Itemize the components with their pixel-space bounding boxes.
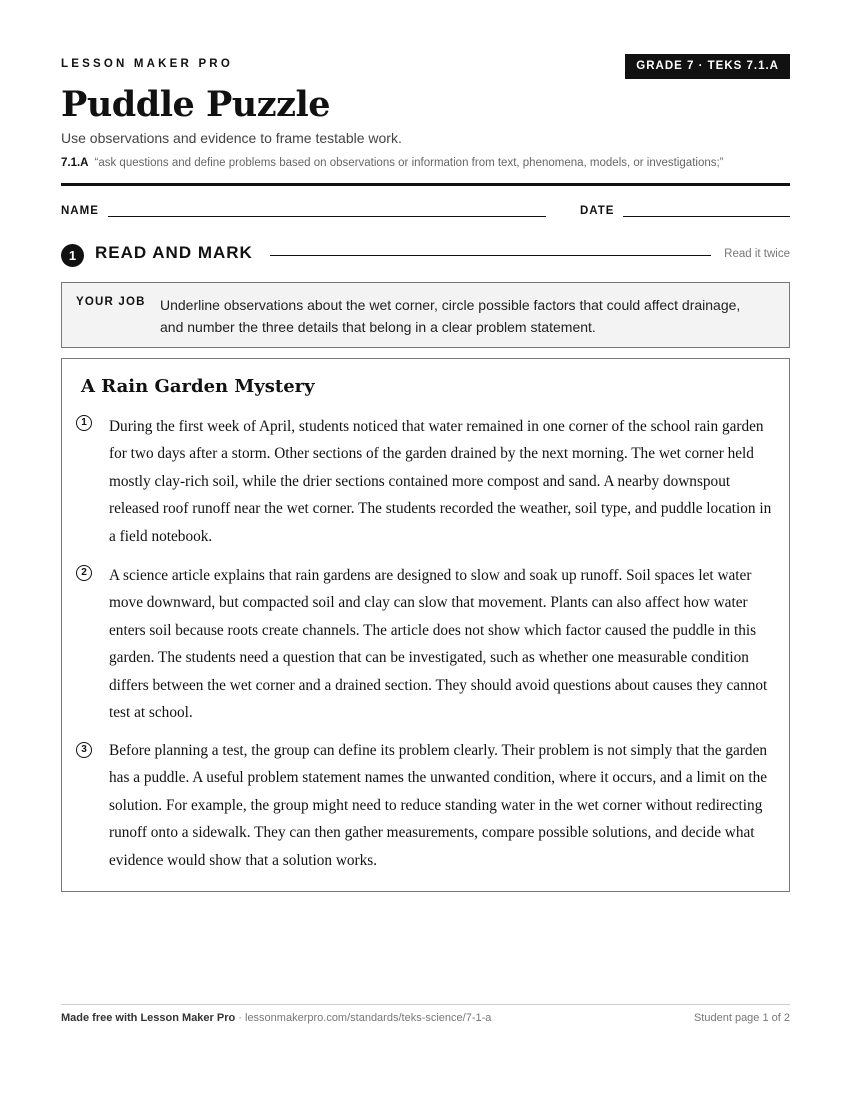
- paragraph-1: During the first week of April, students noticed that water remained in one corner of the school rain garden for two days after a storm. Other sections of the garden drained by the next morning. The wet corner held mostly clay-rich soil, while the drier sections contained more compost and sand. A nearby downspout released roof runoff near the wet corner. The students recorded the weather, soil type, and puddle location in a field notebook.: [109, 418, 772, 545]
- section-rule: [270, 255, 711, 256]
- standard-text: “ask questions and define problems based on observations or information from text, phenomena, models, or investigations;”: [94, 157, 724, 169]
- job-text: Underline observations about the wet corner, circle possible factors that could affect drainage, and number the three details that belong in a clear problem statement.: [160, 297, 741, 335]
- page-subtitle: Use observations and evidence to frame testable work.: [61, 130, 402, 146]
- date-field[interactable]: [623, 216, 790, 217]
- name-label: NAME: [61, 205, 99, 217]
- paragraph-3: Before planning a test, the group can define its problem clearly. Their problem is not simply that the garden has a puddle. A useful problem statement names the unwanted condition, where it occurs, and a limit on the solution. For example, the group might need to reduce standing water in the wet corner without redirecting runoff onto a sidewalk. They can then gather measurements, compare possible solutions, and decide what evidence would show that a solution works.: [109, 742, 768, 869]
- standard-code: 7.1.A: [61, 157, 89, 169]
- name-field[interactable]: [108, 216, 546, 217]
- section-number-badge: 1: [61, 244, 84, 267]
- paragraph-number-1: 1: [76, 415, 92, 431]
- reading-title: A Rain Garden Mystery: [81, 376, 315, 397]
- footer-url[interactable]: lessonmakerpro.com/standards/teks-science/7-1-a: [245, 1012, 492, 1024]
- job-instructions-box: [61, 282, 790, 348]
- grade-badge: GRADE 7 · TEKS 7.1.A: [625, 54, 790, 79]
- section-hint: Read it twice: [724, 248, 790, 260]
- paragraph-number-3: 3: [76, 742, 92, 758]
- paragraph-2: A science article explains that rain gardens are designed to slow and soak up runoff. Soil spaces let water move downward, but compacted soil and clay can slow that movement. Plants can also affect how water enters soil because roots create channels. The article does not show which factor caused the puddle in this garden. The students need a question that can be investigated, such as whether one measurable condition differs between the wet corner and a drained section. They should avoid questions about causes they cannot test at school.: [109, 567, 768, 722]
- footer-credit: [61, 1012, 491, 1024]
- header-divider: [61, 183, 790, 186]
- date-label: DATE: [580, 205, 615, 217]
- standard-line: [61, 157, 724, 169]
- section-title: READ AND MARK: [95, 243, 253, 262]
- footer-made-with: Made free with Lesson Maker Pro: [61, 1012, 236, 1024]
- paragraph-number-2: 2: [76, 565, 92, 581]
- page-title: Puddle Puzzle: [61, 84, 331, 125]
- footer-page-number: Student page 1 of 2: [693, 1012, 790, 1024]
- footer-separator: ·: [235, 1012, 245, 1024]
- reading-passage: [61, 358, 790, 892]
- footer-divider: [61, 1004, 790, 1005]
- worksheet-page: [61, 0, 790, 1100]
- brand-name: LESSON MAKER PRO: [61, 58, 233, 70]
- job-label: YOUR JOB: [76, 296, 146, 308]
